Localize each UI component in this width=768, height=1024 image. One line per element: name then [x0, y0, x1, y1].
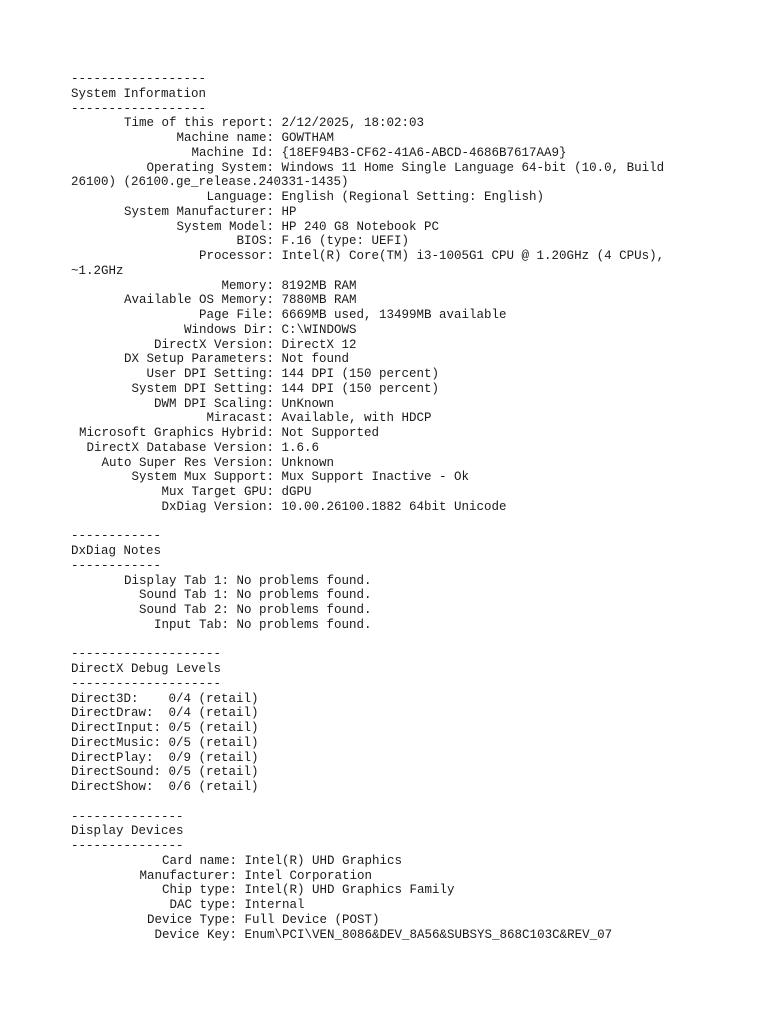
section-system-information [71, 72, 761, 515]
info-row [71, 485, 761, 500]
info-row [71, 382, 761, 397]
info-value: No problems found. [236, 588, 372, 603]
info-row [71, 426, 761, 441]
debug-level-key: Direct3D: [71, 691, 139, 706]
info-row [71, 338, 761, 353]
info-key: Time of this report: [123, 116, 274, 131]
info-key: System Mux Support: [131, 470, 274, 485]
info-value: Intel(R) Core(TM) i3-1005G1 CPU @ 1.20GHz (4 CPUs), [281, 249, 665, 263]
info-key: Mux Target GPU: [161, 485, 274, 499]
section-rule: ------------------ [71, 101, 207, 116]
section-title: DirectX Debug Levels [71, 662, 222, 676]
section-dxdiag-notes [71, 529, 761, 632]
debug-level-key: DirectShow: [71, 780, 154, 794]
info-value: Windows 11 Home Single Language 64-bit (10.0, Build [281, 160, 665, 175]
info-key: Memory: [221, 278, 274, 293]
info-row [71, 574, 761, 589]
debug-level-value: 0/5 (retail) [168, 735, 259, 750]
debug-level-row [71, 721, 761, 736]
section-rule: ------------------ [71, 72, 207, 86]
info-key: System Manufacturer: [123, 204, 274, 219]
section-title: System Information [71, 86, 207, 101]
info-key: Windows Dir: [183, 322, 274, 337]
debug-level-value: 0/5 (retail) [168, 765, 259, 780]
section-rule: --------------- [71, 809, 184, 824]
info-key: System DPI Setting: [131, 381, 274, 396]
info-row [71, 352, 761, 367]
info-key: BIOS: [236, 234, 274, 249]
info-key: DirectX Version: [153, 337, 274, 352]
info-value: 7880MB RAM [281, 293, 357, 308]
debug-level-row [71, 706, 761, 721]
info-row [71, 913, 761, 928]
info-value: No problems found. [236, 603, 372, 617]
info-key: Input Tab: [153, 617, 229, 632]
info-row [71, 279, 761, 294]
info-row [71, 116, 761, 131]
info-key: User DPI Setting: [146, 367, 274, 381]
info-row [71, 603, 761, 618]
info-value: Available, with HDCP [281, 411, 432, 426]
debug-level-key: DirectMusic: [71, 735, 162, 750]
info-value: 10.00.26100.1882 64bit Unicode [281, 499, 507, 514]
section-title: Display Devices [71, 824, 184, 839]
info-value: 2/12/2025, 18:02:03 [281, 116, 425, 131]
info-row [71, 249, 761, 264]
info-key: Page File: [198, 308, 274, 322]
info-row [71, 161, 761, 176]
info-key: DAC type: [169, 898, 237, 912]
debug-level-key: DirectInput: [71, 721, 162, 735]
info-row [71, 618, 761, 633]
debug-levels-rows [71, 692, 761, 795]
info-value: 8192MB RAM [281, 278, 357, 293]
info-value: GOWTHAM [281, 131, 335, 145]
debug-level-key: DirectSound: [71, 765, 162, 780]
info-key: DX Setup Parameters: [123, 352, 274, 367]
info-row [71, 470, 761, 485]
info-row [71, 397, 761, 412]
info-value-continuation: ~1.2GHz [71, 263, 124, 278]
info-row [71, 146, 761, 161]
info-value: {18EF94B3-CF62-41A6-ABCD-4686B7617AA9} [281, 145, 567, 160]
info-row [71, 293, 761, 308]
info-value: Intel(R) UHD Graphics Family [244, 883, 455, 898]
info-key: DxDiag Version: [161, 499, 274, 514]
section-rule: -------------------- [71, 647, 222, 662]
info-row [71, 190, 761, 205]
section-title: DxDiag Notes [71, 544, 162, 558]
info-row [71, 205, 761, 220]
info-value: Not found [281, 352, 350, 367]
system-info-rows [71, 116, 761, 514]
debug-level-row [71, 780, 761, 795]
debug-level-value: 0/4 (retail) [168, 706, 259, 721]
info-key: Microsoft Graphics Hybrid: [78, 426, 274, 440]
info-value: No problems found. [236, 573, 372, 588]
info-row [71, 928, 761, 943]
display-devices-rows [71, 854, 761, 943]
info-value: Mux Support Inactive - Ok [281, 470, 470, 485]
info-row [71, 854, 761, 869]
info-key: Available OS Memory: [123, 293, 274, 308]
info-row [71, 323, 761, 338]
dxdiag-notes-rows [71, 574, 761, 633]
info-key: System Model: [176, 219, 274, 234]
info-value: English (Regional Setting: English) [281, 190, 545, 204]
info-key: Processor: [198, 249, 274, 263]
info-key: Auto Super Res Version: [101, 455, 274, 470]
info-value: dGPU [281, 485, 312, 499]
debug-level-row [71, 751, 761, 766]
info-key: Manufacturer: [139, 868, 237, 883]
info-key: Miracast: [206, 411, 274, 426]
info-value: Enum\PCI\VEN_8086&DEV_8A56&SUBSYS_868C103C&REV_07 [244, 927, 613, 942]
info-row [71, 411, 761, 426]
info-key: Sound Tab 1: [138, 588, 229, 603]
debug-level-key: DirectPlay: [71, 750, 154, 765]
info-value: F.16 (type: UEFI) [281, 234, 410, 249]
info-value: DirectX 12 [281, 337, 357, 352]
info-key: Card name: [161, 853, 237, 868]
info-key: Machine Id: [191, 145, 274, 160]
info-key: Chip type: [161, 883, 237, 898]
info-key: Machine name: [176, 131, 274, 145]
info-row [71, 131, 761, 146]
info-key: DirectX Database Version: [86, 440, 274, 455]
info-key: DWM DPI Scaling: [153, 396, 274, 411]
info-value: 6669MB used, 13499MB available [281, 308, 507, 322]
info-key: Device Type: [146, 912, 237, 927]
info-value: Intel Corporation [244, 868, 373, 883]
info-value: Intel(R) UHD Graphics [244, 853, 403, 868]
section-rule: --------------- [71, 839, 184, 853]
debug-level-row [71, 736, 761, 751]
info-value: Not Supported [281, 426, 380, 440]
debug-level-value: 0/4 (retail) [168, 691, 259, 706]
info-row [71, 869, 761, 884]
section-display-devices [71, 810, 761, 943]
info-row [71, 500, 761, 515]
section-rule: -------------------- [71, 676, 222, 691]
dxdiag-report [71, 72, 761, 942]
info-value-continuation: 26100) (26100.ge_release.240331-1435) [71, 175, 349, 190]
info-row [71, 883, 761, 898]
info-value: Full Device (POST) [244, 912, 380, 927]
info-value: HP 240 G8 Notebook PC [281, 219, 440, 234]
debug-level-key: DirectDraw: [71, 706, 154, 721]
info-value: C:\WINDOWS [281, 322, 357, 337]
info-row [71, 898, 761, 913]
info-value: 144 DPI (150 percent) [281, 367, 440, 381]
section-rule: ------------ [71, 529, 162, 544]
info-value: No problems found. [236, 617, 372, 632]
debug-level-row [71, 765, 761, 780]
info-key: Sound Tab 2: [138, 603, 229, 617]
info-value: 1.6.6 [281, 440, 320, 455]
info-key: Device Key: [154, 927, 237, 942]
info-key: Display Tab 1: [123, 573, 229, 588]
info-value: Unknown [281, 455, 335, 470]
info-row [71, 220, 761, 235]
info-key: Operating System: [146, 160, 274, 175]
info-value: Internal [244, 898, 305, 912]
debug-level-value: 0/5 (retail) [168, 721, 259, 735]
info-row [71, 234, 761, 249]
info-row [71, 308, 761, 323]
info-row [71, 588, 761, 603]
info-row [71, 441, 761, 456]
info-value: 144 DPI (150 percent) [281, 381, 440, 396]
info-row [71, 456, 761, 471]
debug-level-row [71, 692, 761, 707]
info-value: HP [281, 204, 297, 219]
debug-level-value: 0/6 (retail) [168, 780, 259, 794]
info-value: UnKnown [281, 396, 335, 411]
section-debug-levels [71, 647, 761, 795]
info-key: Language: [206, 190, 274, 204]
info-row [71, 367, 761, 382]
section-rule: ------------ [71, 558, 162, 573]
debug-level-value: 0/9 (retail) [168, 750, 259, 765]
